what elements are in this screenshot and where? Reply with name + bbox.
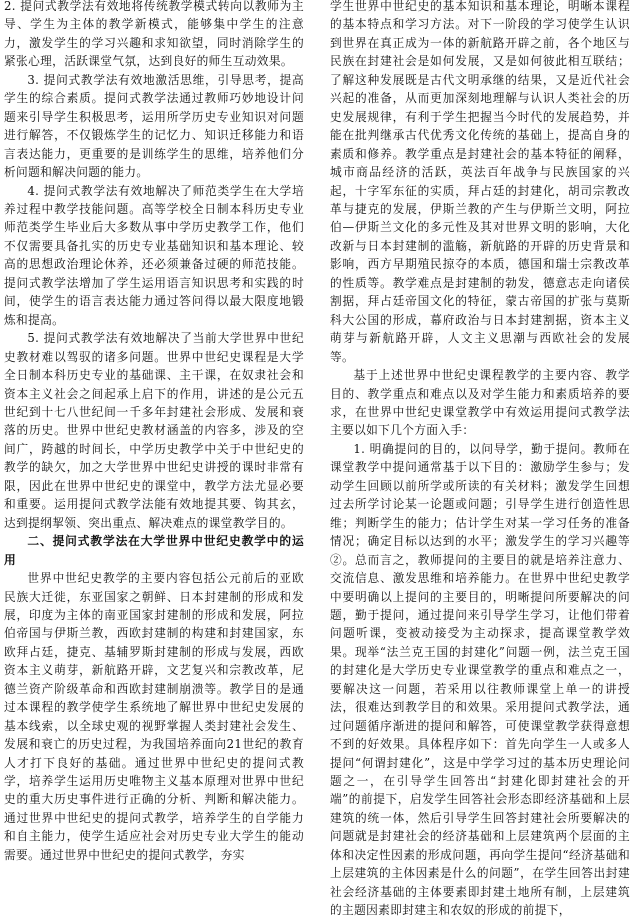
- text-paragraph: 1. 明确提问的目的，以问导学，勤于提问。教师在课堂教学中提问通常基于以下目的：激励学生参与；发动学生回顾以前所学或所读的有关材料；激发学生回想过去所学讨论某一论题或问题；引导学生进行创造性思维；判断学生的能力；估计学生对某一学习任务的准备情况；确定目标以达到的水平；激发学生的学习兴趣等②。总而言之，教师提问的主要目的就是培养注意力、交流信息、激发思维和培养能力。在世界中世纪史教学中要明确以上提问的主要目的，明晰提问所要解决的问题，勤于提问，通过提问来引导学生学习，让他们带着问题听课，变被动接受为主动探求，提高课堂教学效果。现举“法兰克王国的封建化”问题一例，法兰克王国的封建化是大学历史专业课堂教学的重点和难点之一，要解决这一问题，若采用以往教师课堂上单一的讲授法，很难达到教学目的和效果。采用提问式教学法，通过问题循序渐进的提问和解答，可使课堂教学获得意想不到的好效果。具体程序如下：首先向学生一人或多人提问“何谓封建化”，这是中学学习过的基本历史理论问题之一，在引导学生回答出“封建化即封建社会的开端”的前提下，启发学生回答社会形态即经济基础和上层建筑的统一体，然后引导学生回答封建社会所要解决的问题就是封建社会的经济基础和上层建筑两个层面的主体和决定性因素的形成问题，再向学生提问“经济基础和上层建筑的主体因素是什么的问题”，在学生回答出封建社会经济基础的主体要素即封建土地所有制，上层建筑的主题因素即封建主和农奴的形成的前提下，: [330, 441, 630, 918]
- text-paragraph: 5. 提问式教学法有效地解决了当前大学世界中世纪史教材难以驾驭的诸多问题。世界中世纪史课程是大学全日制本科历史专业的基础课、主干课，在奴隶社会和资本主义社会之间起承上启下的作用，讲述的是公元五世纪到十七八世纪间一千多年封建社会形成、发展和衰落的历史。世界中世纪史教材涵盖的内容多，涉及的空间广，跨越的时间长，中学历史教学中关于中世纪史的教学的缺欠，加之大学世界中世纪史讲授的课时非常有限，因此在世界中世纪史的课堂中，教学方法尤显必要和重要。运用提问式教学法能有效地提其要、钩其玄，达到提纲挈领、突出重点、解决难点的课堂教学目的。: [4, 331, 304, 530]
- text-paragraph: 2. 提问式教学法有效地将传统教学模式转向以教师为主导、学生为主体的教学新模式，能够集中学生的注意力，激发学生的学习兴趣和求知欲望，同时消除学生的紧张心理，活跃课堂气氛，达到良好的师生互动效果。: [4, 0, 304, 69]
- text-paragraph: 4. 提问式教学法有效地解决了师范类学生在大学培养过程中教学技能问题。高等学校全日制本科历史专业师范类学生毕业后大多数从事中学历史教学工作，他们不仅需要具备扎实的历史专业基础知识和基本理论、较高的思想政治理论休养，还必须兼备过硬的师范技能。提问式教学法增加了学生运用语言知识思考和实践的时间，使学生的语言表达能力通过答问得以最大限度地锻炼和提高。: [4, 183, 304, 327]
- left-column: [4, 0, 304, 890]
- right-column: [330, 0, 630, 918]
- text-paragraph: 基于上述世界中世纪史课程教学的主要内容、教学目的、教学重点和难点以及对学生能力和素质培养的要求，在世界中世纪史课堂教学中有效运用提问式教学法主要以如下几个方面入手：: [330, 368, 630, 438]
- text-paragraph: 学生世界中世纪史的基本知识和基本理论，明晰本课程的基本特点和学习方法。对下一阶段的学习使学生认识到世界在真正成为一体的新航路开辟之前，各个地区与民族在封建社会是如何发展，又是如何彼此相互联结；了解这种发展既是古代文明承继的结果，又是近代社会兴起的准备，从而更加深刻地理解与认识人类社会的历史发展规律，有利于学生把握当今时代的发展趋势，并能在批判继承古代优秀文化传统的基础上，提高自身的素质和修养。教学重点是封建社会的基本特征的阐释，城市商品经济的活跃，英法百年战争与民族国家的兴起，十字军东征的实质，拜占廷的封建化，胡司宗教改革与捷克的发展，伊斯兰教的产生与伊斯兰文明，阿拉伯—伊斯兰文化的多元性及其对世界文明的影响，大化改新与日本封建制的滥觞，新航路的开辟的历史背景和影响，西方早期殖民掠夺的本质，德国和瑞士宗教改革的性质等。教学难点是封建制的勃发，德意志走向诸侯割据，拜占廷帝国文化的特征，蒙古帝国的扩张与莫斯科大公国的形成，幕府政治与日本封建割据，资本主义萌芽与新航路开辟，人文主义思潮与西欧社会的发展等。: [330, 0, 630, 364]
- text-paragraph: 3. 提问式教学法有效地激活思维，引导思考，提高学生的综合素质。提问式教学法通过教师巧妙地设计问题来引导学生积极思考，运用所学历史专业知识对问题进行解答，不仅锻炼学生的记忆力、知识迁移能力和语言表达能力，更重要的是训练学生的思维，培养他们分析问题和解决问题的能力。: [4, 72, 304, 180]
- section-heading: 二、提问式教学法在大学世界中世纪史教学中的运用: [4, 534, 304, 567]
- text-paragraph: 世界中世纪史教学的主要内容包括公元前后的亚欧民族大迁徙，东亚国家之朝鲜、日本封建制的形成和发展，印度为主体的南亚国家封建制的形成和发展，阿拉伯帝国与伊斯兰教，西欧封建制的构建和封建国家，东欧拜占廷，捷克、基辅罗斯封建制的形成与发展，西欧资本主义萌芽，新航路开辟，文艺复兴和宗教改革，尼德兰资产阶级革命和西欧封建制崩溃等。教学目的是通过本课程的教学使学生系统地了解世界中世纪史发展的基本线索，以全球史观的视野掌握人类封建社会发生、发展和衰亡的历史过程，为我国培养面向21世纪的教育人才打下良好的基础。通过世界中世纪史的提问式教学，培养学生运用历史唯物主义基本原理对世界中世纪史的重大历史事件进行正确的分析、判断和解决能力。通过世界中世纪史的提问式教学，培养学生的自学能力和自主能力，使学生适应社会对历史专业大学生的能动需要。通过世界中世纪史的提问式教学，夯实: [4, 571, 304, 862]
